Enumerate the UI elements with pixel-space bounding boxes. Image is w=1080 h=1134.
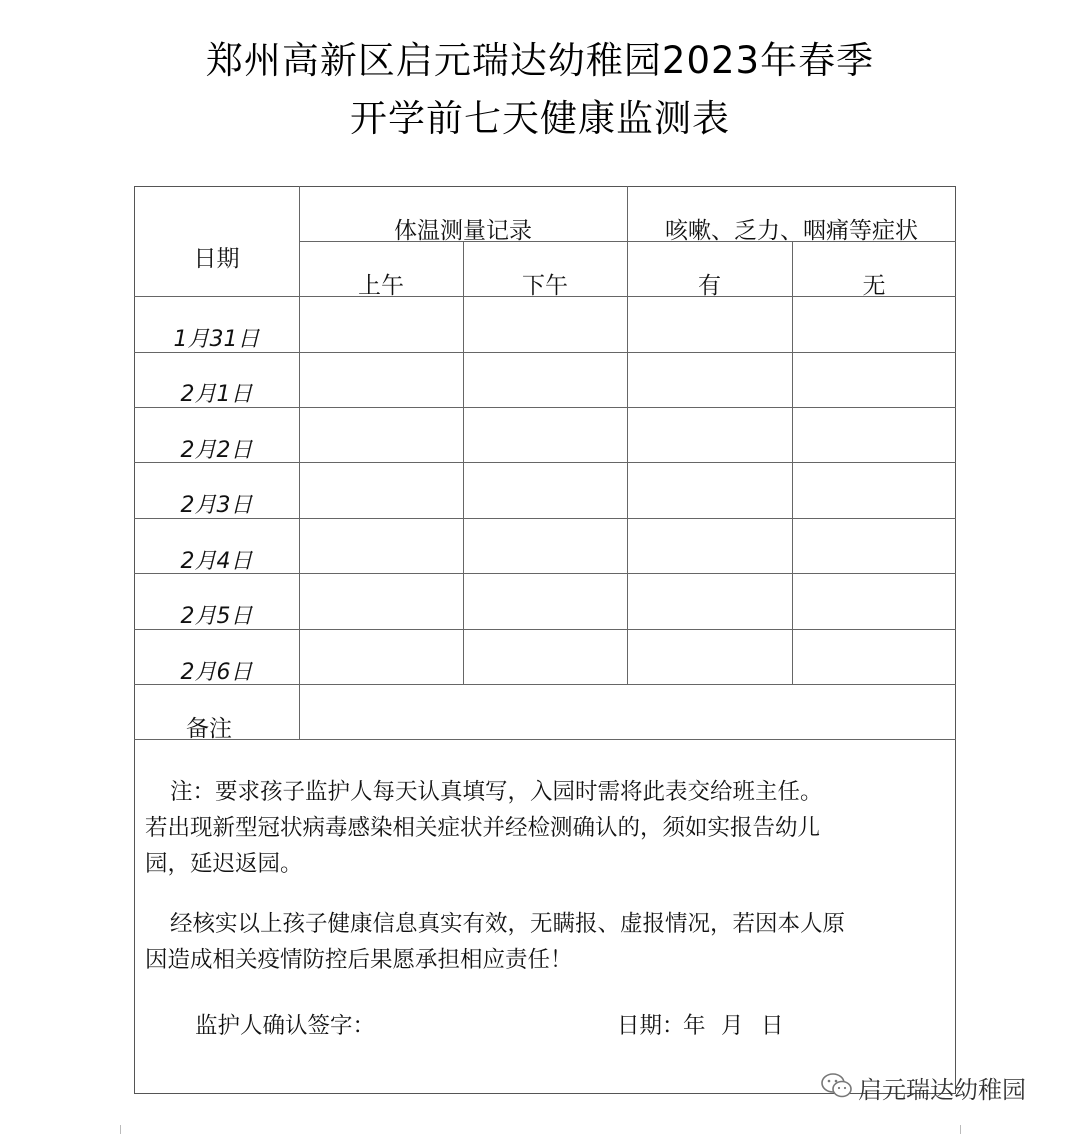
title-line-1: 郑州高新区启元瑞达幼稚园2023年春季 [205, 39, 875, 82]
col-divider-am-pm [463, 241, 464, 685]
date-cell: 2月3日 [180, 493, 253, 518]
page-edge-mark [120, 1125, 121, 1134]
signature-label: 监护人确认签字： [195, 1013, 376, 1039]
header-yes: 有 [698, 273, 721, 299]
remarks-label: 备注 [186, 716, 232, 742]
date-cell: 1月31日 [173, 327, 260, 352]
note-line: 注：要求孩子监护人每天认真填写，入园时需将此表交给班主任。 [170, 779, 823, 805]
watermark-text: 启元瑞达幼稚园 [858, 1076, 1026, 1104]
date-cell: 2月1日 [180, 382, 253, 407]
note-line: 园，延迟返园。 [145, 851, 303, 877]
header-temperature: 体温测量记录 [394, 218, 532, 244]
month-label: 月 [721, 1013, 744, 1039]
date-cell: 2月6日 [180, 660, 253, 685]
title-line-2: 开学前七天健康监测表 [350, 97, 730, 140]
header-no: 无 [862, 273, 886, 299]
date-label: 日期： [617, 1013, 685, 1039]
header-date: 日期 [193, 246, 240, 272]
date-cell: 2月4日 [180, 549, 253, 574]
col-divider-yes-no [792, 241, 793, 685]
declaration-line: 经核实以上孩子健康信息真实有效，无瞒报、虚报情况，若因本人原 [170, 911, 846, 937]
page-edge-mark [960, 1125, 961, 1134]
day-label: 日 [761, 1013, 784, 1039]
header-symptoms: 咳嗽、乏力、咽痛等症状 [665, 218, 918, 244]
note-line: 若出现新型冠状病毒感染相关症状并经检测确认的，须如实报告幼儿 [145, 815, 821, 841]
date-cell: 2月5日 [180, 604, 253, 629]
declaration-line: 因造成相关疫情防控后果愿承担相应责任！ [145, 947, 573, 973]
header-pm: 下午 [522, 273, 568, 299]
col-divider-groups [627, 186, 628, 685]
header-am: 上午 [358, 273, 404, 299]
date-cell: 2月2日 [180, 438, 253, 463]
year-label: 年 [683, 1013, 706, 1039]
wechat-icon [820, 1072, 854, 1100]
